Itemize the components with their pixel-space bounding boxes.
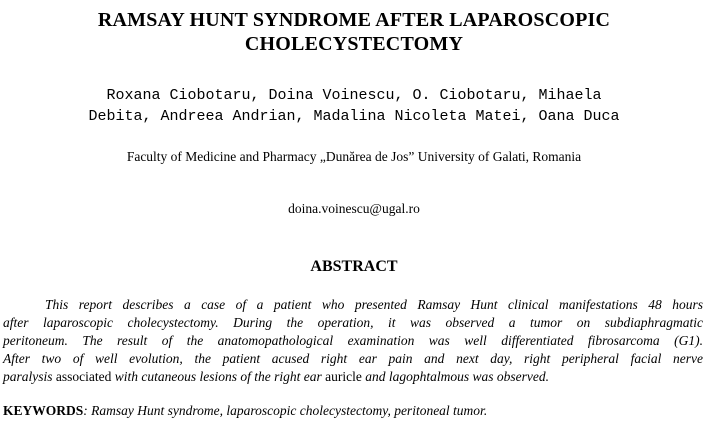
abstract-text-span: auricle — [325, 369, 362, 384]
abstract-line: After two of well evolution, the patient acused right ear pain and next day, right peripheral facial nerve — [3, 351, 703, 366]
contact-email: doina.voinescu@ugal.ro — [288, 201, 420, 216]
affiliation: Faculty of Medicine and Pharmacy „Dunărea de Jos” University of Galati, Romania — [126, 149, 582, 164]
abstract-text-span: paralysis — [3, 369, 56, 384]
keywords — [3, 402, 703, 420]
abstract-line: This report describes a case of a patient who presented Ramsay Hunt clinical manifestations 48 hours — [45, 297, 703, 312]
abstract-text-span: and lagophtalmous was observed. — [361, 369, 549, 384]
authors-line-1: Roxana Ciobotaru, Doina Voinescu, O. Ciobotaru, Mihaela — [106, 87, 602, 104]
author-list — [0, 85, 708, 127]
title-line-2: CHOLECYSTECTOMY — [244, 33, 464, 55]
title-line-1: RAMSAY HUNT SYNDROME AFTER LAPAROSCOPIC — [97, 9, 611, 31]
abstract-text-span: with cutaneous lesions of the right ear — [111, 369, 326, 384]
abstract-text — [3, 296, 703, 386]
abstract-heading: ABSTRACT — [310, 258, 398, 275]
abstract-text-span: associated — [55, 369, 112, 384]
keywords-list: Ramsay Hunt syndrome, laparoscopic cholecystectomy, peritoneal tumor. — [91, 403, 488, 418]
keywords-separator: : — [83, 403, 92, 418]
keywords-label: KEYWORDS — [3, 403, 84, 418]
paper-title — [0, 8, 708, 56]
authors-line-2: Debita, Andreea Andrian, Madalina Nicoleta Matei, Oana Duca — [88, 108, 620, 125]
abstract-line — [3, 368, 703, 386]
abstract-line: peritoneum. The result of the anatomopathological examination was well differentiated fibrosarcoma (G1). — [3, 333, 703, 348]
abstract-line: after laparoscopic cholecystectomy. During the operation, it was observed a tumor on subdiaphragmatic — [3, 315, 703, 330]
